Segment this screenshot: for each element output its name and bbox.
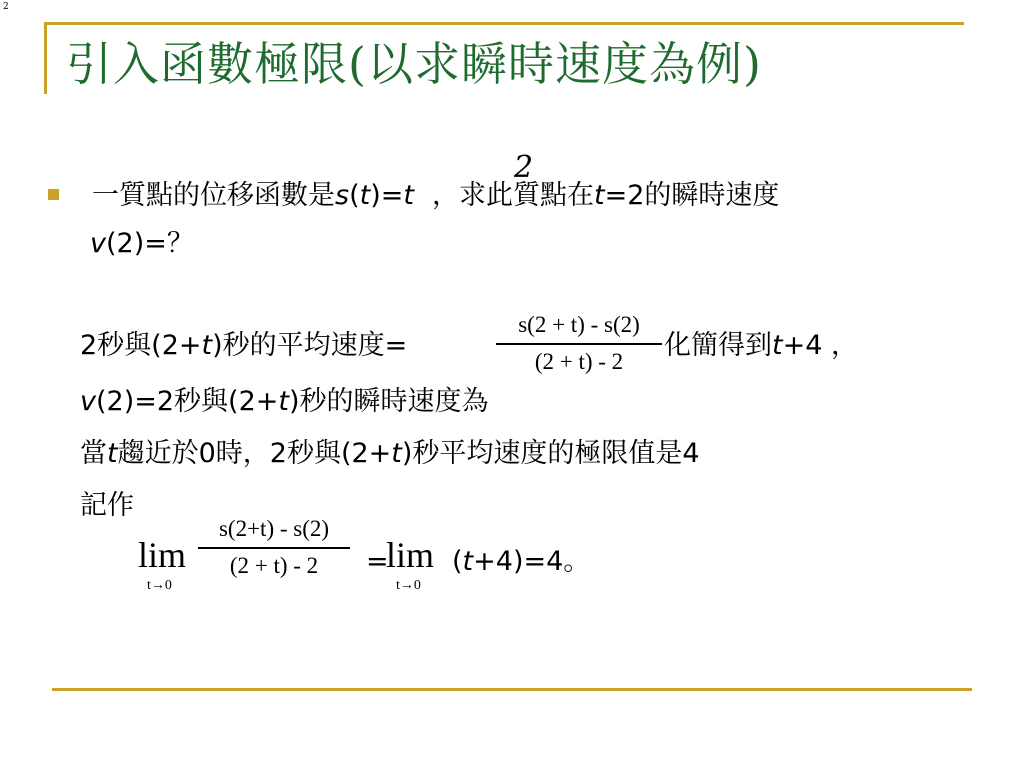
bullet-text-c: =2的瞬時速度	[604, 180, 780, 211]
bullet-text-b: ，求此質點在	[431, 180, 594, 211]
para3-text-c: )秒平均速度的極限值是4	[401, 438, 700, 469]
avg-velocity-fraction	[496, 312, 662, 375]
top-rule	[44, 22, 964, 25]
para1-text-c: 化簡得到	[664, 330, 772, 361]
para2-text-a: (2)=2秒與(2+	[95, 386, 279, 417]
var-v: v	[90, 228, 106, 259]
lim-operator-2: lim	[386, 535, 435, 575]
para1-var-t: t	[201, 330, 213, 361]
bullet-text-a: 一質點的位移函數是	[92, 180, 335, 211]
para3-text-b: 趨近於0時，2秒與(2+	[117, 438, 392, 469]
para1-text-a: 2秒與(2+	[80, 330, 202, 361]
para3-var-t: t	[107, 438, 118, 469]
para-1-tail	[664, 330, 858, 362]
para2-var-v: v	[80, 386, 96, 417]
para2-text-b: )秒的瞬時速度為	[288, 386, 489, 417]
para1-var-t-2: t	[772, 330, 783, 361]
var-t-squared-base: t	[403, 180, 414, 211]
formula-tail	[452, 546, 590, 578]
limit-fraction-denominator: (2 + t) - 2	[229, 552, 319, 578]
fraction-numerator: s(2 + t) - s(2)	[518, 312, 640, 337]
paren-open: (	[349, 180, 360, 211]
fraction-denominator: (2 + t) - 2	[534, 348, 624, 374]
var-s: s	[335, 180, 350, 211]
bullet-line-2	[90, 228, 194, 260]
para1-text-b: )秒的平均速度=	[212, 330, 408, 361]
para-2	[80, 386, 489, 418]
formula-rest: +4)=4。	[473, 546, 591, 577]
para2-var-t: t	[278, 386, 289, 417]
square-bullet-icon	[48, 189, 59, 200]
para3-text-a: 當	[80, 438, 107, 469]
formula-equals: =	[366, 546, 389, 577]
fraction-bar	[496, 343, 662, 345]
para-3	[80, 438, 700, 470]
left-rule	[44, 22, 47, 94]
para-1	[80, 330, 407, 362]
limit-fraction	[198, 516, 350, 579]
limit-fraction-numerator: s(2+t) - s(2)	[218, 516, 330, 541]
var-t-2: t	[593, 180, 605, 211]
bottom-rule	[52, 688, 972, 691]
bullet-line-1	[92, 180, 779, 212]
superscript-2: 2	[514, 150, 534, 185]
formula-var-t: t	[462, 546, 474, 577]
lim-operator: lim	[138, 535, 187, 575]
var-t: t	[359, 180, 371, 211]
slide-number: 2	[3, 2, 9, 12]
paren-close-eq: )=	[370, 180, 404, 211]
para-4	[80, 490, 134, 522]
bullet-line-2-text: (2)=？	[105, 228, 194, 259]
limit-fraction-bar	[198, 547, 350, 549]
formula-paren: (	[452, 546, 463, 577]
lim-subscript: t→0	[147, 578, 172, 593]
lim-subscript-2: t→0	[396, 578, 421, 593]
slide-title: 引入函數極限(以求瞬時速度為例)	[66, 37, 762, 91]
para4-text: 記作	[80, 490, 134, 521]
para3-var-t-2: t	[391, 438, 402, 469]
para1-text-d: +4 ，	[782, 330, 858, 361]
